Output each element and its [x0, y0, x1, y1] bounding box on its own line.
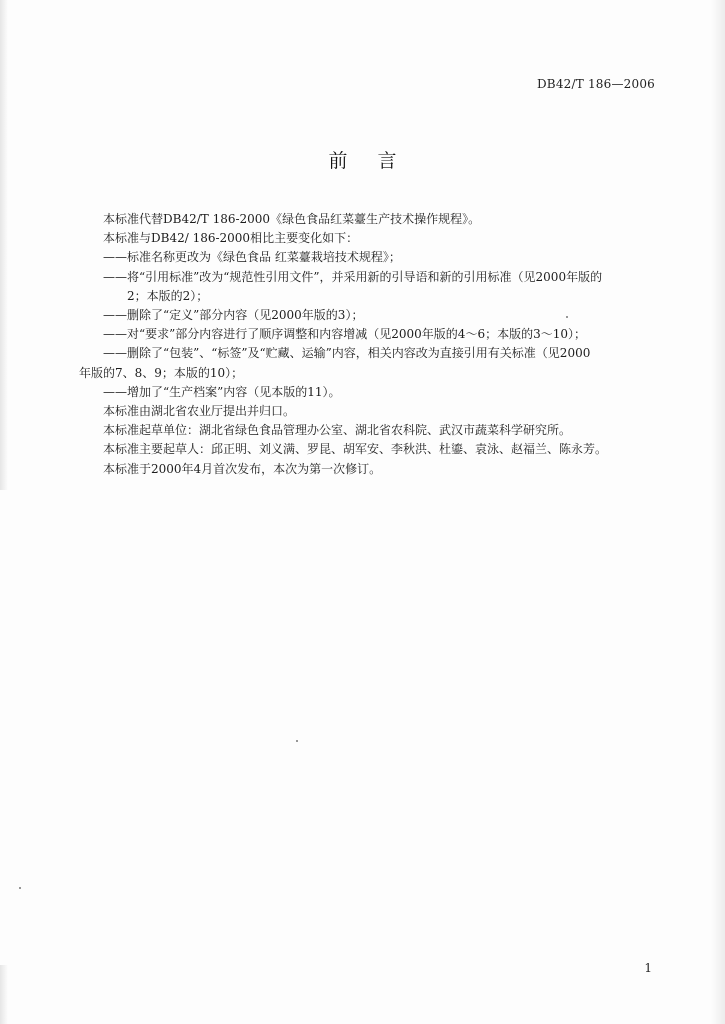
scan-shadow-left-bottom [0, 965, 8, 1024]
scan-speck [19, 887, 21, 889]
list-item-continuation: 年版的7、8、9；本版的10）； [79, 365, 244, 380]
list-item-continuation: 2；本版的2）； [127, 288, 209, 303]
paragraph: 本标准主要起草人：邱正明、刘义满、罗昆、胡军安、李秋洪、杜鎏、袁泳、赵福兰、陈永芳。 [103, 442, 608, 457]
scan-speck [566, 316, 568, 318]
list-item: ——增加了“生产档案”内容（见本版的11）。 [103, 384, 341, 399]
list-item: ——对“要求”部分内容进行了顺序调整和内容增减（见2000年版的4～6；本版的3～10）； [103, 327, 586, 342]
list-item: ——将“引用标准”改为“规范性引用文件”，并采用新的引导语和新的引用标准（见2000年版的 [103, 269, 603, 284]
page-number: 1 [644, 961, 652, 975]
paragraph: 本标准代替DB42/T 186-2000《绿色食品红菜薹生产技术操作规程》。 [103, 212, 481, 226]
list-item: ——删除了“包装”、“标签”及“贮藏、运输”内容，相关内容改为直接引用有关标准（见2000 [103, 346, 591, 361]
scan-speck [296, 740, 298, 742]
paragraph: 本标准起草单位：湖北省绿色食品管理办公室、湖北省农科院、武汉市蔬菜科学研究所。 [103, 423, 572, 438]
standard-code: DB42/T 186—2006 [536, 77, 655, 91]
foreword-body [79, 210, 659, 479]
list-item: ——标准名称更改为《绿色食品 红菜薹栽培技术规程》； [103, 250, 401, 265]
scan-shadow-left [0, 0, 8, 490]
page-title: 前言 [328, 150, 427, 172]
paragraph: 本标准于2000年4月首次发布，本次为第一次修订。 [103, 461, 382, 476]
list-item: ——删除了“定义”部分内容（见2000年版的3）； [103, 308, 364, 323]
paragraph: 本标准由湖北省农业厅提出并归口。 [103, 404, 296, 419]
paragraph: 本标准与DB42/ 186-2000相比主要变化如下： [103, 231, 359, 246]
